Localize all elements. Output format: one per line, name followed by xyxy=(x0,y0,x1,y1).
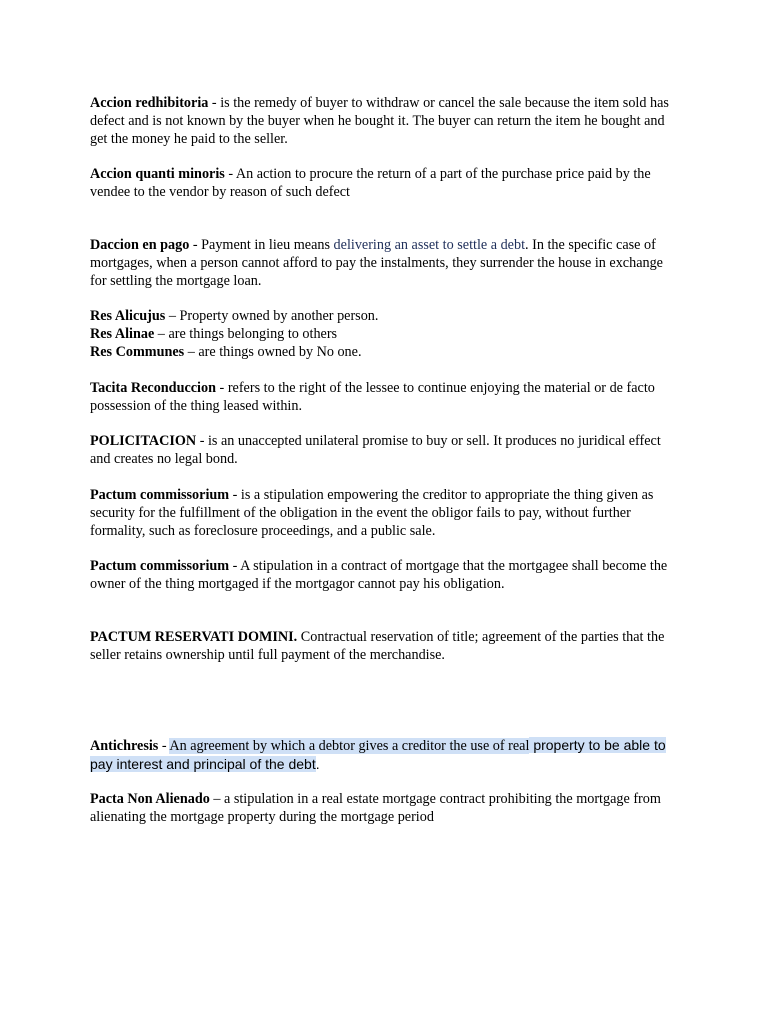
separator: - xyxy=(215,380,228,396)
term-label: Accion redhibitoria xyxy=(90,95,209,111)
highlighted-text: property to be able to pay interest and principal of the debt xyxy=(90,737,666,772)
entry-tacita-reconduccion xyxy=(90,379,680,415)
separator: – xyxy=(154,326,169,342)
definition-text: Contractual reservation of title; agreement of the parties that the seller retains ownership until full payment of the merchandise. xyxy=(90,629,665,663)
entry-res-alicujus xyxy=(90,307,680,325)
definition-link-text: delivering an asset to settle a debt xyxy=(333,237,526,253)
highlighted-text: An agreement by which a debtor gives a creditor the use of real xyxy=(169,738,530,754)
entry-policitacion xyxy=(90,432,680,468)
definition-text: are things belonging to others xyxy=(168,326,338,342)
term-label: Tacita Reconduccion xyxy=(90,380,216,396)
term-label: Res Communes xyxy=(90,344,185,360)
term-label: PACTUM RESERVATI DOMINI. xyxy=(90,629,298,645)
definition-text: . In the specific case of mortgages, when a person cannot afford to pay the instalments, they surrender the house in exchange for settling the mortgage loan. xyxy=(90,237,663,289)
separator: – xyxy=(165,308,180,324)
term-label: POLICITACION xyxy=(90,433,197,449)
separator: - xyxy=(158,738,170,754)
definition-text: Property owned by another person. xyxy=(179,308,379,324)
separator: - xyxy=(229,558,241,574)
separator: - xyxy=(196,433,208,449)
term-label: Pactum commissorium xyxy=(90,487,230,503)
separator: - xyxy=(189,237,202,253)
term-label: Res Alicujus xyxy=(90,308,166,324)
term-label: Accion quanti minoris xyxy=(90,166,225,182)
separator: – xyxy=(209,791,224,807)
definition-text: is the remedy of buyer to withdraw or cancel the sale because the item sold has defect and is not known by the buyer when he bought it. The buyer can return the item he bought and get the money he paid to the seller. xyxy=(90,95,669,147)
entry-pactum-commissorium-2 xyxy=(90,557,680,593)
entry-pacta-non-alienado xyxy=(90,790,680,826)
term-label: Daccion en pago xyxy=(90,237,190,253)
entry-res-communes xyxy=(90,343,680,361)
entry-accion-quanti-minoris xyxy=(90,165,680,201)
definition-text: . xyxy=(315,756,320,772)
term-label: Res Alinae xyxy=(90,326,155,342)
separator: - xyxy=(224,166,236,182)
definition-text: refers to the right of the lessee to continue enjoying the material or de facto possession of the thing leased within. xyxy=(90,380,655,414)
term-label: Pactum commissorium xyxy=(90,558,230,574)
entry-res-alinae xyxy=(90,325,680,343)
term-label: Antichresis xyxy=(90,738,159,754)
definition-text: Payment in lieu means xyxy=(201,237,334,253)
definition-text: is an unaccepted unilateral promise to buy or sell. It produces no juridical effect and creates no legal bond. xyxy=(90,433,661,467)
entry-pactum-reservati-domini xyxy=(90,628,680,664)
term-label: Pacta Non Alienado xyxy=(90,791,210,807)
separator: - xyxy=(229,487,241,503)
definition-text: is a stipulation empowering the creditor to appropriate the thing given as security for the fulfillment of the obligation in the event the obligor fails to pay, without further formality, such as foreclosure proceedings, and a public sale. xyxy=(90,487,654,539)
definition-text: A stipulation in a contract of mortgage that the mortgagee shall become the owner of the thing mortgaged if the mortgagor cannot pay his obligation. xyxy=(90,558,668,592)
separator: – xyxy=(184,344,199,360)
definition-text: a stipulation in a real estate mortgage contract prohibiting the mortgage from alienating the mortgage property during the mortgage period xyxy=(90,791,661,825)
entry-antichresis xyxy=(90,736,680,774)
definition-text: are things owned by No one. xyxy=(198,344,362,360)
entry-accion-redhibitoria xyxy=(90,94,680,148)
entry-pactum-commissorium-1 xyxy=(90,486,680,540)
definition-text: An action to procure the return of a part of the purchase price paid by the vendee to the vendor by reason of such defect xyxy=(90,166,651,200)
separator: - xyxy=(208,95,221,111)
entry-daccion-en-pago xyxy=(90,236,680,290)
